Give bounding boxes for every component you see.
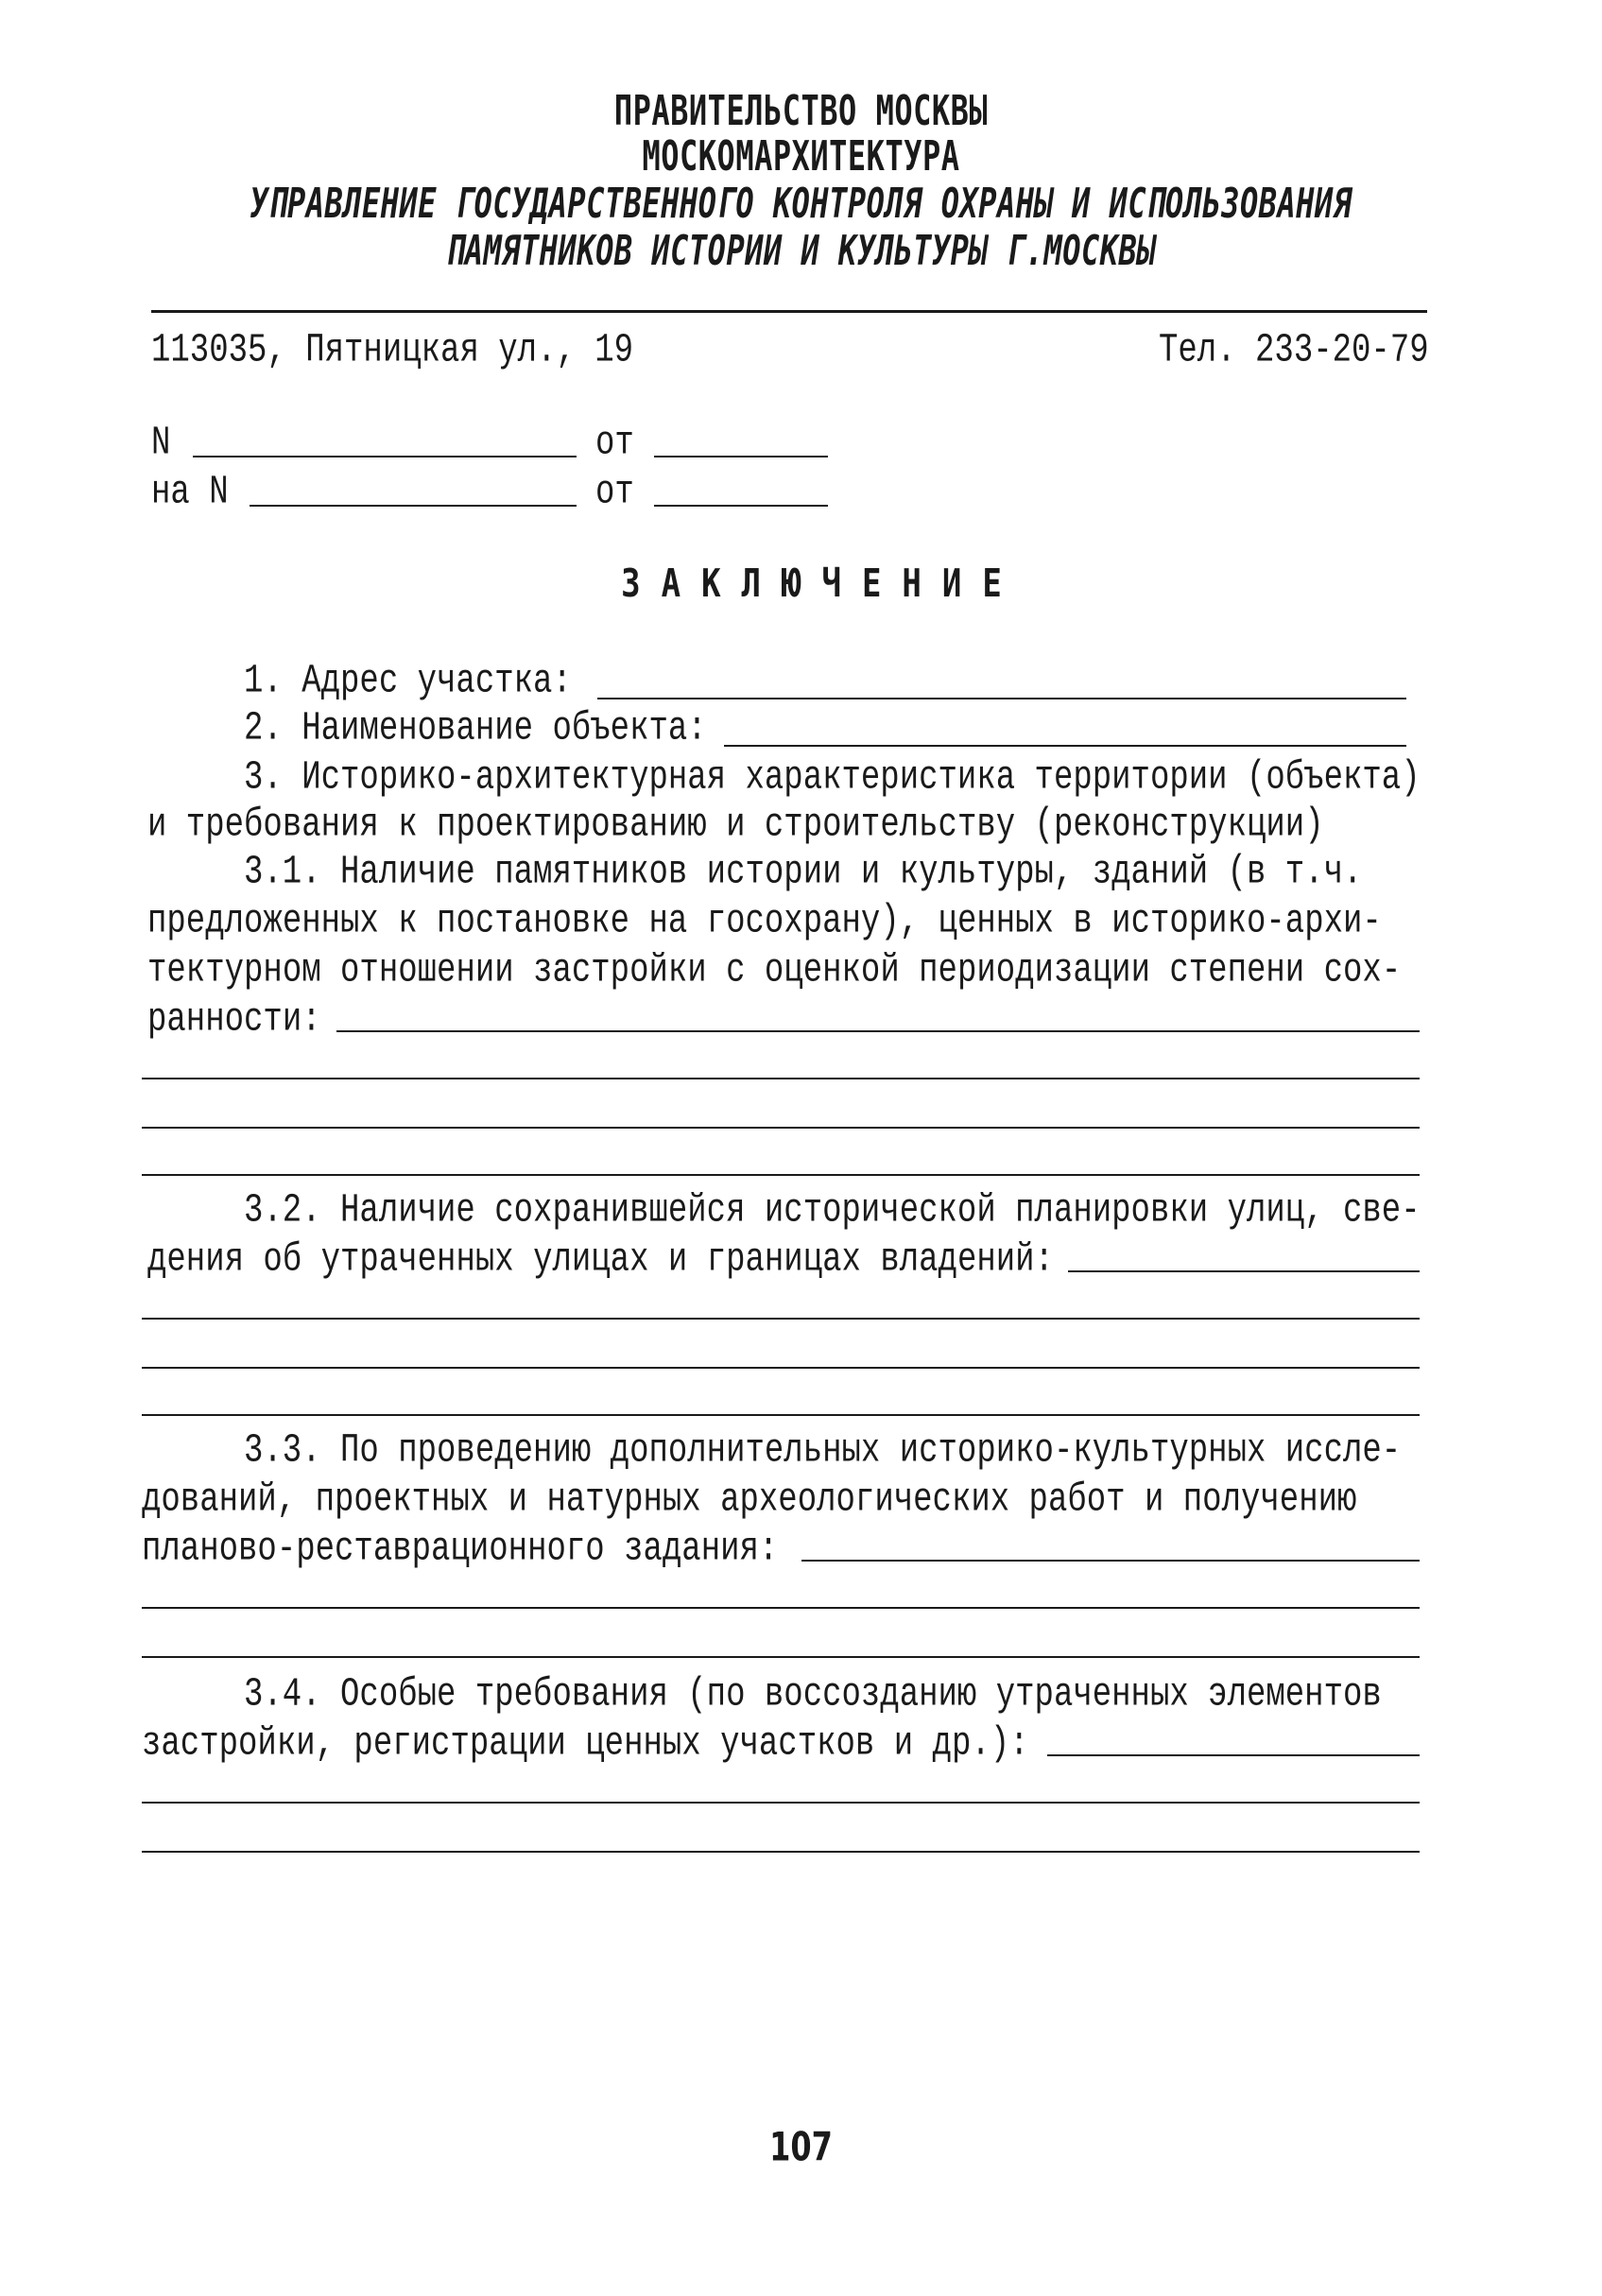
item-3-1-field-3[interactable] (142, 1127, 1420, 1129)
header-dept: МОСКОМАРХИТЕКТУРА (642, 131, 960, 181)
object-name-field[interactable] (724, 745, 1406, 747)
address-text: 113035, Пятницкая ул., 19 (151, 328, 634, 373)
ref-number-field[interactable] (193, 456, 577, 457)
header-org: ПРАВИТЕЛЬСТВО МОСКВЫ (613, 86, 989, 135)
item-3-3-line-2: дований, проектных и натурных археологических работ и получению (142, 1477, 1357, 1523)
reply-date-field[interactable] (654, 505, 828, 507)
item-3-1-field-4[interactable] (142, 1174, 1420, 1176)
item-3-3-field-1[interactable] (801, 1560, 1420, 1562)
document-title: ЗАКЛЮЧЕНИЕ (621, 561, 1023, 607)
item-3-1-field-1[interactable] (336, 1030, 1420, 1032)
ref-date-field[interactable] (654, 456, 828, 457)
item-3-1-line-4: ранности: (147, 997, 321, 1043)
item-3-1-line-2: предложенных к постановке на госохрану), ценных в историко-архи- (147, 899, 1382, 944)
page-number: 107 (769, 2123, 833, 2170)
reply-number-label: на N (151, 470, 229, 515)
item-3-4-line-2: застройки, регистрации ценных участков и др.): (142, 1721, 1029, 1767)
item-3-line-1: 3. Историко-архитектурная характеристика территории (объекта) (244, 755, 1421, 801)
reply-number-field[interactable] (250, 505, 577, 507)
phone-text: Тел. 233-20-79 (1159, 328, 1429, 373)
item-3-line-2: и требования к проектированию и строительству (реконструкции) (147, 803, 1324, 848)
item-3-2-field-4[interactable] (142, 1414, 1420, 1416)
item-3-2-field-1[interactable] (1068, 1270, 1420, 1272)
item-3-4-field-3[interactable] (142, 1851, 1420, 1853)
item-3-2-line-1: 3.2. Наличие сохранившейся исторической планировки улиц, све- (244, 1188, 1421, 1234)
item-3-1-field-2[interactable] (142, 1078, 1420, 1079)
item-3-1-line-1: 3.1. Наличие памятников истории и культуры, зданий (в т.ч. (244, 850, 1363, 895)
item-3-3-line-1: 3.3. По проведению дополнительных историко-культурных иссле- (244, 1428, 1402, 1474)
item-2-label: 2. Наименование объекта: (244, 706, 707, 751)
item-3-4-field-2[interactable] (142, 1802, 1420, 1804)
item-1-label: 1. Адрес участка: (244, 659, 572, 704)
item-3-4-line-1: 3.4. Особые требования (по воссозданию утраченных элементов (244, 1672, 1382, 1718)
ref-number-label: N (151, 421, 171, 466)
item-3-3-field-3[interactable] (142, 1656, 1420, 1658)
reply-date-label: от (595, 470, 634, 515)
address-field[interactable] (597, 698, 1406, 699)
item-3-2-field-2[interactable] (142, 1318, 1420, 1320)
header-division: УПРАВЛЕНИЕ ГОСУДАРСТВЕННОГО КОНТРОЛЯ ОХРАНЫ И ИСПОЛЬЗОВАНИЯ (250, 179, 1352, 228)
item-3-4-field-1[interactable] (1047, 1754, 1420, 1756)
ref-date-label: от (595, 421, 634, 466)
item-3-1-line-3: тектурном отношении застройки с оценкой периодизации степени сох- (147, 948, 1402, 993)
item-3-3-line-3: планово-реставрационного задания: (142, 1527, 779, 1572)
item-3-3-field-2[interactable] (142, 1607, 1420, 1609)
header-division-cont: ПАМЯТНИКОВ ИСТОРИИ И КУЛЬТУРЫ Г.МОСКВЫ (445, 226, 1157, 275)
header-rule (151, 310, 1427, 313)
item-3-2-field-3[interactable] (142, 1367, 1420, 1369)
item-3-2-line-2: дения об утраченных улицах и границах владений: (147, 1237, 1054, 1283)
